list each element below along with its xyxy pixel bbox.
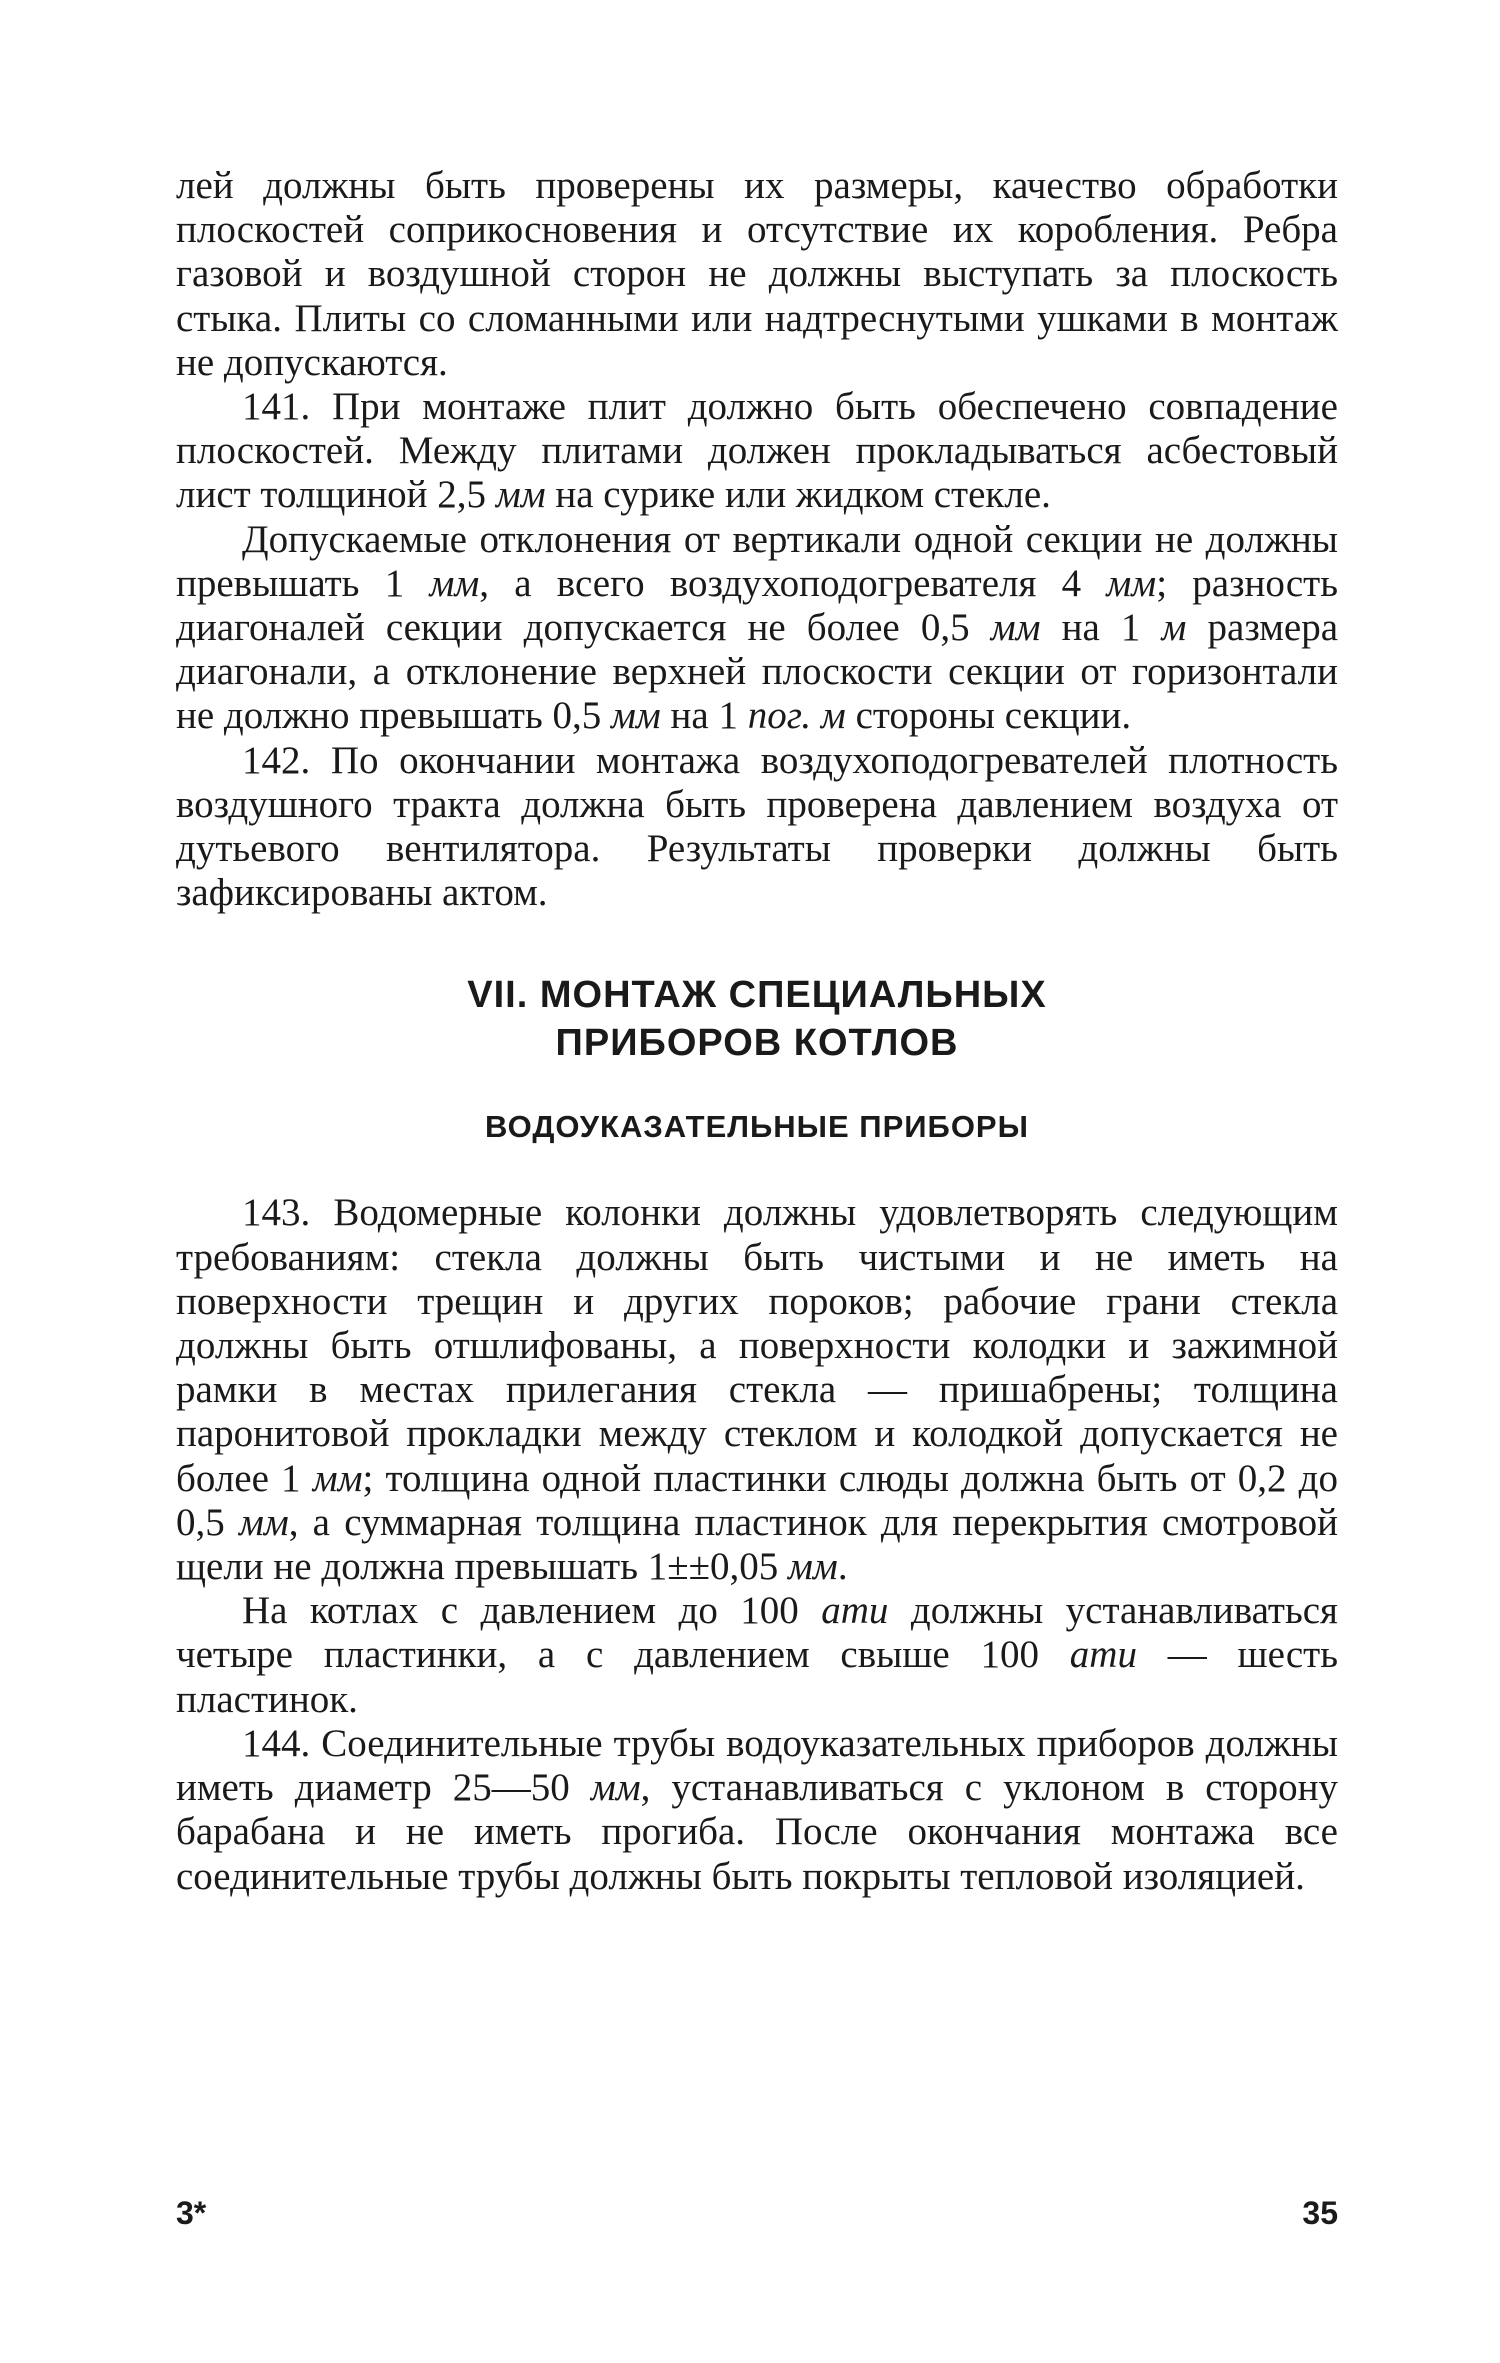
unit-text: пог. м — [747, 694, 846, 738]
paragraph-text: должны устанавливаться четыре пластинки, а с давлением свыше 100 — [176, 1589, 1338, 1677]
paragraph-143 — [176, 1191, 1338, 1589]
paragraph-text: Допускаемые отклонения от вертикали одной секции не должны превышать 1 — [176, 517, 1338, 605]
body-text-lower — [176, 1191, 1338, 1898]
unit-text: мм — [495, 473, 546, 517]
unit-text: ати — [1069, 1633, 1137, 1677]
paragraph-text: 144. Соединительные трубы водоуказательных приборов должны иметь диаметр 25—50 — [176, 1721, 1338, 1810]
paragraph-text: , а суммарная толщина пластинок для перекрытия смотровой щели не должна превышать 1±±0,05 — [176, 1500, 1338, 1589]
paragraph-text: . — [837, 1545, 848, 1589]
paragraph-text: , а всего воздухоподогревателя 4 — [479, 561, 1107, 605]
paragraph-text: на 1 — [1040, 606, 1162, 650]
paragraph-text: — шесть пластинок. — [176, 1633, 1339, 1721]
signature-mark: 3* — [176, 2195, 207, 2231]
paragraph-continuation — [176, 164, 1338, 385]
unit-text: мм — [312, 1456, 363, 1500]
paragraph-text: , устанавливаться с уклоном в сторону барабана и не иметь прогиба. После окончания монтажа все соединительные трубы должны быть покрыты тепловой изоляцией. — [176, 1766, 1338, 1898]
paragraph-144 — [176, 1722, 1338, 1899]
page-number: 35 — [1302, 2195, 1338, 2231]
section-title — [176, 971, 1338, 1067]
unit-text: мм — [238, 1500, 289, 1544]
paragraph-text: ; толщина одной пластинки слюды должна быть от 0,2 до 0,5 — [176, 1456, 1338, 1544]
paragraph-142 — [176, 739, 1338, 916]
section-title-line1: VII. МОНТАЖ СПЕЦИАЛЬНЫХ — [467, 974, 1047, 1017]
paragraph-143-pressure — [176, 1589, 1338, 1722]
subsection-title: ВОДОУКАЗАТЕЛЬНЫЕ ПРИБОРЫ — [485, 1109, 1029, 1145]
paragraph-text: на сурике или жидком стекле. — [545, 473, 1051, 517]
unit-text: м — [1161, 606, 1187, 650]
paragraph-text: на 1 — [660, 694, 748, 738]
paragraph-text: ; разность диагоналей секции допускается не более 0,5 — [176, 561, 1338, 650]
body-text-upper — [176, 164, 1338, 915]
paragraph-text: 141. При монтаже плит должно быть обеспечено совпадение плоскостей. Между плитами должен прокладываться асбестовый лист толщиной 2,5 — [176, 385, 1338, 517]
page-content — [176, 164, 1338, 1899]
paragraph-text: стороны секции. — [845, 694, 1132, 738]
paragraph-141 — [176, 385, 1338, 518]
paragraph-text: лей должны быть проверены их размеры, качество обработки плоскостей соприкосновения и отсутствие их коробления. Ребра газовой и воздушной сторон не должны выступать за плоскость стыка. Плиты со сломанными или надтреснутыми ушками в монтаж не допускаются. — [176, 164, 1338, 384]
paragraph-text: 142. По окончании монтажа воздухоподогревателей плотность воздушного тракта должна быть проверена давлением воздуха от дутьевого вентилятора. Результаты проверки должны быть зафиксированы актом. — [176, 738, 1338, 915]
unit-text: мм — [990, 606, 1041, 650]
paragraph-text: На котлах с давлением до 100 — [242, 1589, 822, 1633]
section-title-line2: ПРИБОРОВ КОТЛОВ — [555, 1022, 959, 1065]
paragraph-text: 143. Водомерные колонки должны удовлетворять следующим требованиям: стекла должны быть чистыми и не иметь на поверхности трещин и других пороков; рабочие грани стекла должны быть отшлифованы, а поверхности колодки и зажимной рамки в местах прилегания стекла — пришабрены; толщина паронитовой прокладки между стеклом и колодкой допускается не более 1 — [176, 1191, 1338, 1500]
unit-text: ати — [821, 1589, 889, 1633]
paragraph-text: размера диагонали, а отклонение верхней плоскости секции от горизонтали не должно превышать 0,5 — [176, 606, 1339, 738]
paragraph-141-tolerances — [176, 518, 1338, 739]
unit-text: мм — [590, 1766, 641, 1810]
unit-text: мм — [788, 1545, 838, 1589]
unit-text: мм — [429, 561, 480, 605]
unit-text: мм — [1106, 561, 1157, 605]
unit-text: мм — [611, 694, 661, 738]
